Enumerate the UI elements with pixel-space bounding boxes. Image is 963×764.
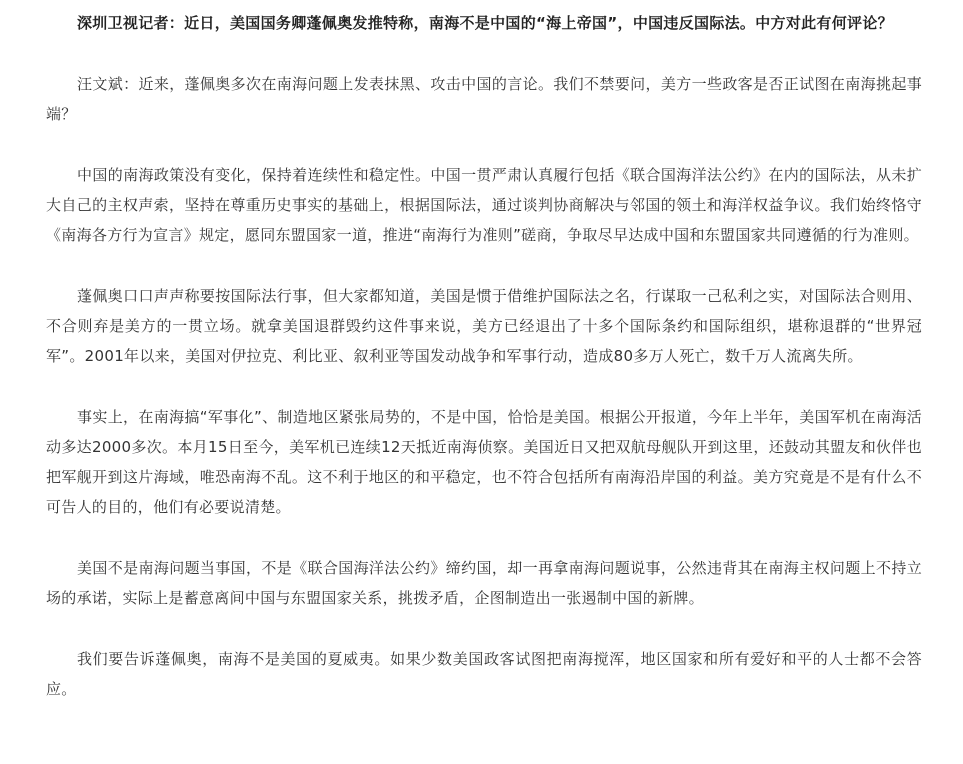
answer-paragraph-5: 美国不是南海问题当事国，不是《联合国海洋法公约》缔约国，却一再拿南海问题说事，公然违背其在南海主权问题上不持立场的承诺，实际上是蓄意离间中国与东盟国家关系，挑拨矛盾，企图制造出一张遏制中国的新牌。 (46, 559, 922, 607)
answer-paragraph-1: 汪文斌：近来，蓬佩奥多次在南海问题上发表抹黑、攻击中国的言论。我们不禁要问，美方一些政客是否正试图在南海挑起事端？ (46, 75, 922, 123)
article-body (46, 8, 922, 735)
answer-paragraph-3: 蓬佩奥口口声声称要按国际法行事，但大家都知道，美国是惯于借维护国际法之名，行谋取一己私利之实，对国际法合则用、不合则弃是美方的一贯立场。就拿美国退群毁约这件事来说，美方已经退出了十多个国际条约和国际组织，堪称退群的“世界冠军”。2001年以来，美国对伊拉克、利比亚、叙利亚等国发动战争和军事行动，造成80多万人死亡，数千万人流离失所。 (46, 287, 922, 365)
answer-paragraph-4: 事实上，在南海搞“军事化”、制造地区紧张局势的，不是中国，恰恰是美国。根据公开报道，今年上半年，美国军机在南海活动多达2000多次。本月15日至今，美军机已连续12天抵近南海侦察。美国近日又把双航母舰队开到这里，还鼓动其盟友和伙伴也把军舰开到这片海域，唯恐南海不乱。这不利于地区的和平稳定，也不符合包括所有南海沿岸国的利益。美方究竟是不是有什么不可告人的目的，他们有必要说清楚。 (46, 408, 922, 516)
answer-paragraph-6: 我们要告诉蓬佩奥，南海不是美国的夏威夷。如果少数美国政客试图把南海搅浑，地区国家和所有爱好和平的人士都不会答应。 (46, 650, 922, 698)
answer-paragraph-2: 中国的南海政策没有变化，保持着连续性和稳定性。中国一贯严肃认真履行包括《联合国海洋法公约》在内的国际法，从未扩大自己的主权声索，坚持在尊重历史事实的基础上，根据国际法，通过谈判协商解决与邻国的领土和海洋权益争议。我们始终恪守《南海各方行为宣言》规定，愿同东盟国家一道，推进“南海行为准则”磋商，争取尽早达成中国和东盟国家共同遵循的行为准则。 (46, 166, 922, 244)
reporter-question: 深圳卫视记者：近日，美国国务卿蓬佩奥发推特称，南海不是中国的“海上帝国”，中国违反国际法。中方对此有何评论？ (77, 14, 893, 32)
